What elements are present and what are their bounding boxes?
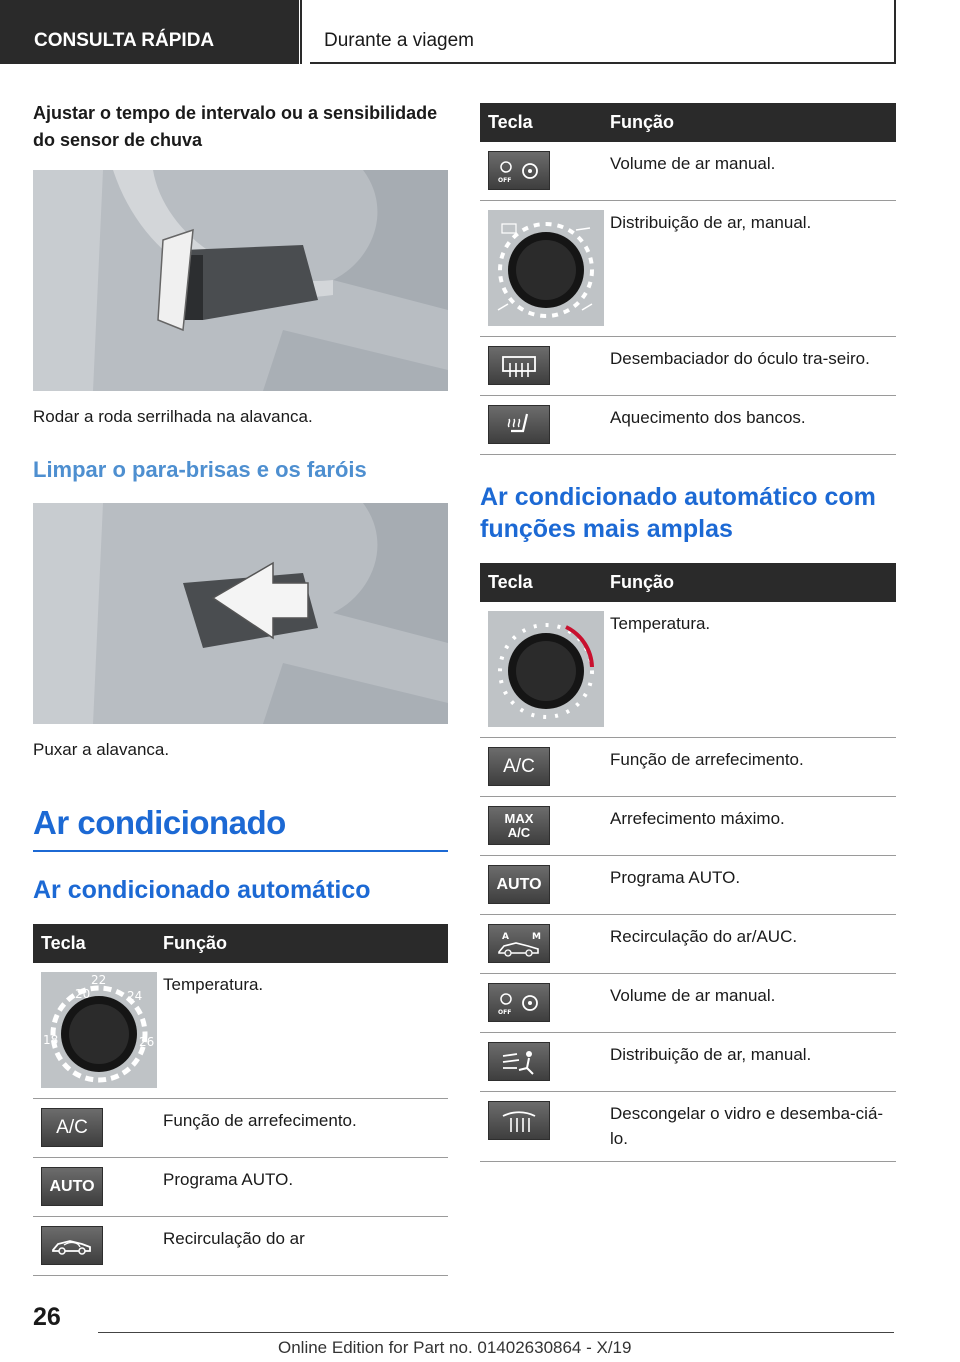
- off-text: OFF: [498, 1008, 512, 1016]
- row-label: Temperatura.: [157, 963, 448, 1099]
- table-row: [480, 856, 896, 915]
- row-label: Função de arrefecimento.: [604, 738, 896, 797]
- row-label: Função de arrefecimento.: [157, 1099, 448, 1158]
- air-distribution-icon[interactable]: [488, 1042, 550, 1081]
- row-label: Programa AUTO.: [157, 1158, 448, 1217]
- wash-heading: Limpar o para-brisas e os faróis: [33, 457, 367, 482]
- table-row: [33, 1217, 448, 1276]
- footer-text: Online Edition for Part no. 01402630864 - X/19: [278, 1338, 632, 1357]
- footer-rule: [98, 1332, 894, 1333]
- off-text: OFF: [498, 176, 512, 184]
- fan-volume-icon[interactable]: [488, 983, 550, 1022]
- col-function: Função: [604, 563, 896, 602]
- ac-button-icon[interactable]: A/C: [488, 747, 550, 786]
- table-row: [33, 1158, 448, 1217]
- ac-text: A/C: [507, 824, 531, 840]
- table-row: [480, 797, 896, 856]
- table-row: [480, 1092, 896, 1162]
- knob-num-22: 22: [91, 973, 107, 987]
- row-label: Recirculação do ar/AUC.: [604, 915, 896, 974]
- table-row: [480, 602, 896, 738]
- table-row: [33, 1099, 448, 1158]
- caption-rotate-wheel: Rodar a roda serrilhada na alavanca.: [33, 407, 313, 426]
- col-key: Tecla: [480, 563, 604, 602]
- seat-heating-icon[interactable]: [488, 405, 550, 444]
- col-key: Tecla: [33, 924, 157, 963]
- table-row: [480, 201, 896, 337]
- section-tab: [0, 0, 299, 64]
- temperature-knob-icon[interactable]: [488, 611, 604, 727]
- table-row: [33, 963, 448, 1099]
- left-column: [33, 100, 448, 1276]
- ac-button-icon[interactable]: A/C: [41, 1108, 103, 1147]
- knob-num-20: 20: [75, 987, 91, 1001]
- row-label: Volume de ar manual.: [604, 974, 896, 1033]
- auto-ac-heading: Ar condicionado automático: [33, 876, 371, 904]
- max-text: MAX: [504, 810, 534, 826]
- row-label: Desembaciador do óculo tra-seiro.: [604, 337, 896, 396]
- wiper-lever-photo-2: [33, 503, 448, 724]
- row-label: Volume de ar manual.: [604, 142, 896, 201]
- row-label: Distribuição de ar, manual.: [604, 201, 896, 337]
- row-label: Programa AUTO.: [604, 856, 896, 915]
- auto-button-icon[interactable]: AUTO: [41, 1167, 103, 1206]
- extended-ac-table: [480, 563, 896, 1162]
- table-row: [480, 142, 896, 201]
- chapter-tab: [310, 0, 896, 64]
- row-label: Temperatura.: [604, 602, 896, 738]
- recirculation-car-icon[interactable]: [41, 1226, 103, 1265]
- knob-num-18: 18: [43, 1033, 59, 1047]
- air-distribution-knob-icon[interactable]: [488, 210, 604, 326]
- auto-ac-table: [33, 924, 448, 1276]
- table-row: [480, 974, 896, 1033]
- row-label: Arrefecimento máximo.: [604, 797, 896, 856]
- row-label: Aquecimento dos bancos.: [604, 396, 896, 455]
- col-function: Função: [157, 924, 448, 963]
- extended-ac-heading: Ar condicionado automático com funções mais amplas: [480, 483, 876, 543]
- row-label: Descongelar o vidro e desemba-ciá-lo.: [604, 1092, 896, 1162]
- table-row: [480, 915, 896, 974]
- wiper-lever-photo-1: [33, 170, 448, 391]
- chapter-title: Durante a viagem: [324, 30, 474, 51]
- section-title: CONSULTA RÁPIDA: [34, 30, 215, 51]
- table-row: [480, 337, 896, 396]
- knob-num-26: 26: [139, 1035, 155, 1049]
- table-row: [480, 1033, 896, 1092]
- table-row: [480, 396, 896, 455]
- manual-functions-table: [480, 103, 896, 455]
- heading-rule: [33, 850, 448, 852]
- col-key: Tecla: [480, 103, 604, 142]
- temperature-knob-icon[interactable]: [41, 972, 157, 1088]
- recirculation-auc-icon[interactable]: [488, 924, 550, 963]
- rear-window-defrost-icon[interactable]: [488, 346, 550, 385]
- row-label: Distribuição de ar, manual.: [604, 1033, 896, 1092]
- table-row: [480, 738, 896, 797]
- row-label: Recirculação do ar: [157, 1217, 448, 1276]
- col-function: Função: [604, 103, 896, 142]
- auc-m-text: M: [532, 931, 541, 942]
- rain-sensor-heading: Ajustar o tempo de intervalo ou a sensibilidade do sensor de chuva: [33, 103, 438, 150]
- knob-num-24: 24: [127, 989, 143, 1003]
- fan-volume-icon[interactable]: [488, 151, 550, 190]
- auto-button-icon[interactable]: AUTO: [488, 865, 550, 904]
- air-conditioning-heading: Ar condicionado: [33, 804, 286, 841]
- caption-pull-lever: Puxar a alavanca.: [33, 740, 170, 759]
- right-column: [480, 103, 896, 1162]
- max-ac-button-icon[interactable]: [488, 806, 550, 845]
- windshield-defrost-icon[interactable]: [488, 1101, 550, 1140]
- auc-a-text: A: [502, 931, 509, 942]
- page-number: 26: [33, 1303, 61, 1331]
